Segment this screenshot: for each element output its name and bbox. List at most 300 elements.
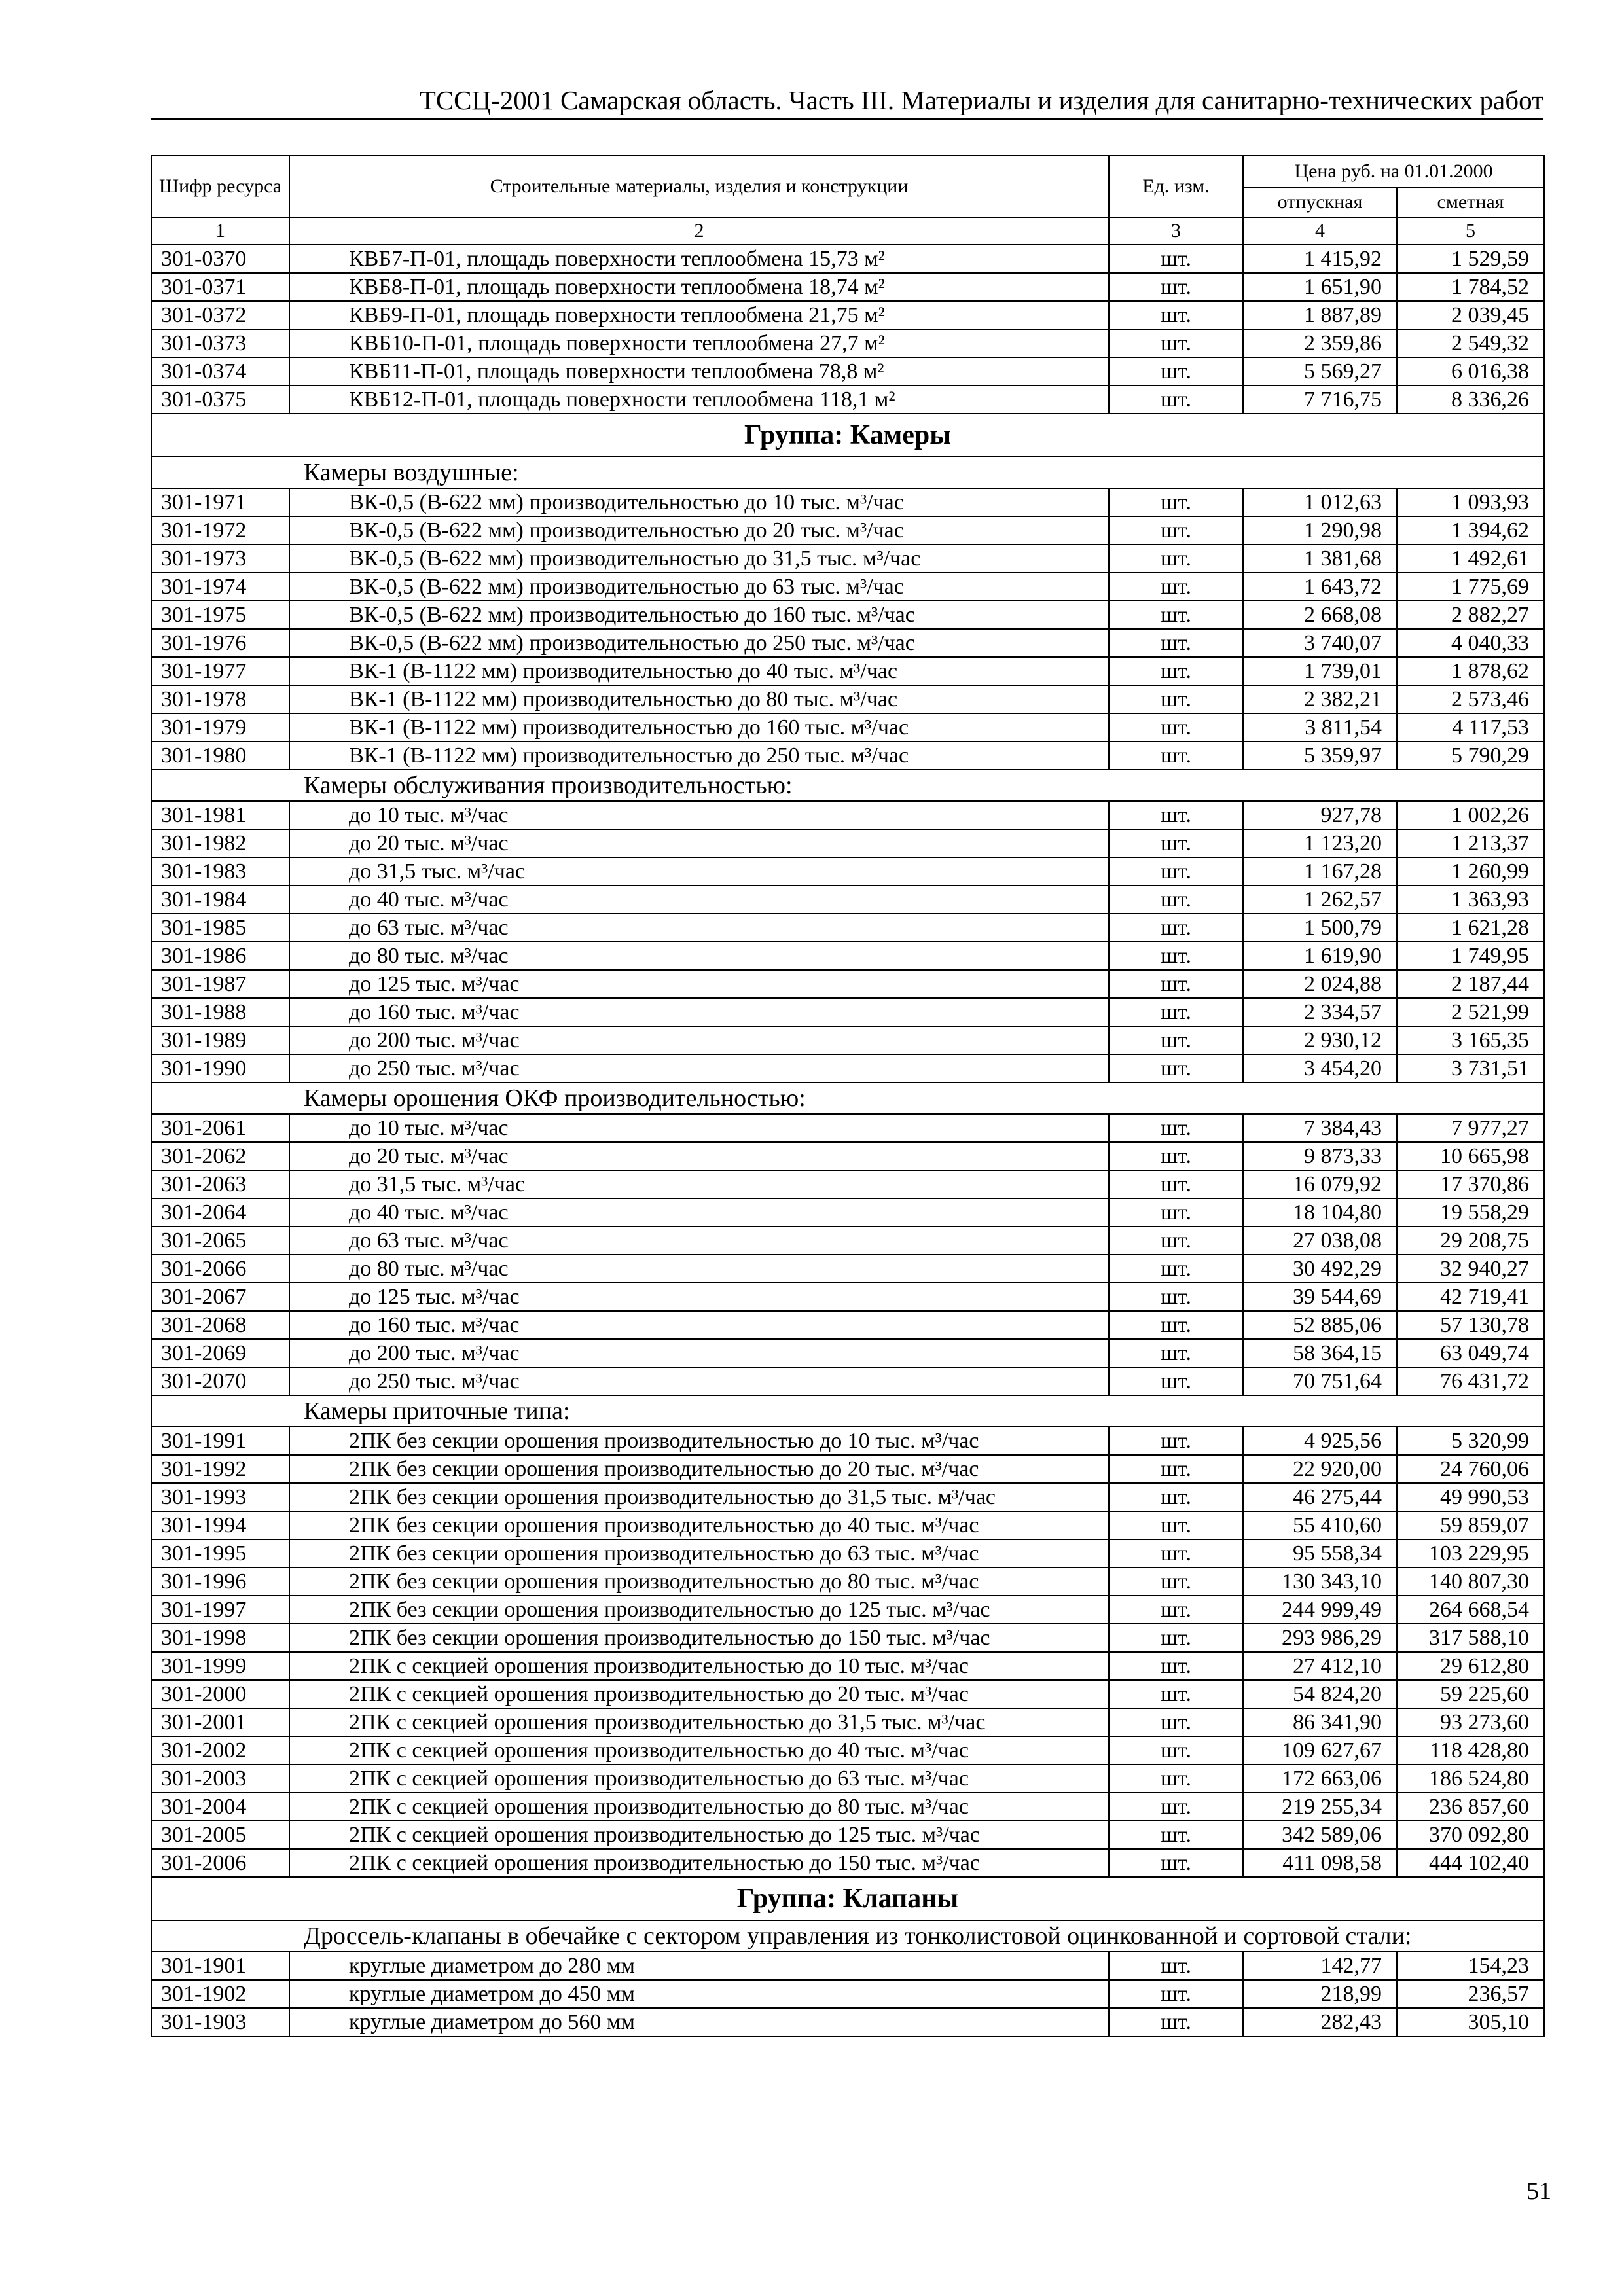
release-price-cell: 218,99: [1243, 1980, 1397, 2008]
table-row: [151, 942, 1544, 970]
resource-code-cell: 301-1997: [151, 1596, 289, 1624]
unit-cell: шт.: [1109, 516, 1243, 545]
release-price-cell: 52 885,06: [1243, 1311, 1397, 1339]
resource-code-cell: 301-1981: [151, 801, 289, 829]
unit-cell: шт.: [1109, 886, 1243, 914]
release-price-cell: 55 410,60: [1243, 1511, 1397, 1539]
item-name-cell: 2ПК с секцией орошения производительностью до 40 тыс. м³/час: [289, 1736, 1109, 1765]
release-price-cell: 7 716,75: [1243, 386, 1397, 414]
estimate-price-cell: 32 940,27: [1397, 1255, 1544, 1283]
release-price-cell: 1 262,57: [1243, 886, 1397, 914]
resource-code-cell: 301-0372: [151, 301, 289, 329]
group-heading-row: [151, 1877, 1544, 1920]
table-row: [151, 1793, 1544, 1821]
unit-cell: шт.: [1109, 1511, 1243, 1539]
column-number-4: 4: [1243, 217, 1397, 245]
release-price-cell: 70 751,64: [1243, 1367, 1397, 1395]
table-body: [151, 245, 1544, 2036]
subgroup-heading-row: [151, 1920, 1544, 1952]
estimate-price-cell: 29 612,80: [1397, 1652, 1544, 1680]
table-row: [151, 914, 1544, 942]
estimate-price-cell: 1 002,26: [1397, 801, 1544, 829]
estimate-price-cell: 370 092,80: [1397, 1821, 1544, 1849]
estimate-price-cell: 1 621,28: [1397, 914, 1544, 942]
unit-cell: шт.: [1109, 1849, 1243, 1877]
resource-code-cell: 301-2063: [151, 1170, 289, 1198]
resource-code-cell: 301-2070: [151, 1367, 289, 1395]
release-price-cell: 130 343,10: [1243, 1568, 1397, 1596]
subgroup-heading: Дроссель-клапаны в обечайке с сектором управления из тонколистовой оцинкованной и сортовой стали:: [151, 1920, 1544, 1952]
table-row: [151, 685, 1544, 713]
item-name-cell: КВБ8-П-01, площадь поверхности теплообмена 18,74 м²: [289, 273, 1109, 301]
item-name-cell: до 200 тыс. м³/час: [289, 1026, 1109, 1054]
table-row: [151, 1283, 1544, 1311]
estimate-price-cell: 19 558,29: [1397, 1198, 1544, 1227]
resource-code-cell: 301-2001: [151, 1708, 289, 1736]
unit-cell: шт.: [1109, 1980, 1243, 2008]
resource-code-cell: 301-2006: [151, 1849, 289, 1877]
resource-code-cell: 301-2002: [151, 1736, 289, 1765]
estimate-price-cell: 1 784,52: [1397, 273, 1544, 301]
resource-code-cell: 301-0371: [151, 273, 289, 301]
estimate-price-cell: 444 102,40: [1397, 1849, 1544, 1877]
item-name-cell: до 250 тыс. м³/час: [289, 1367, 1109, 1395]
release-price-cell: 293 986,29: [1243, 1624, 1397, 1652]
estimate-price-cell: 1 394,62: [1397, 516, 1544, 545]
table-row: [151, 273, 1544, 301]
resource-code-cell: 301-1988: [151, 998, 289, 1026]
unit-cell: шт.: [1109, 1339, 1243, 1367]
unit-cell: шт.: [1109, 829, 1243, 857]
estimate-price-cell: 305,10: [1397, 2008, 1544, 2036]
unit-cell: шт.: [1109, 1142, 1243, 1170]
table-row: [151, 1114, 1544, 1142]
table-row: [151, 1980, 1544, 2008]
resource-code-cell: 301-1974: [151, 573, 289, 601]
table-row: [151, 601, 1544, 629]
running-header: ТССЦ-2001 Самарская область. Часть III. Материалы и изделия для санитарно-технических работ: [419, 85, 1543, 115]
item-name-cell: ВК-1 (В-1122 мм) производительностью до 250 тыс. м³/час: [289, 742, 1109, 770]
estimate-price-cell: 236 857,60: [1397, 1793, 1544, 1821]
resource-code-cell: 301-2067: [151, 1283, 289, 1311]
table-row: [151, 1455, 1544, 1483]
item-name-cell: 2ПК без секции орошения производительностью до 125 тыс. м³/час: [289, 1596, 1109, 1624]
estimate-price-cell: 8 336,26: [1397, 386, 1544, 414]
unit-cell: шт.: [1109, 1821, 1243, 1849]
unit-cell: шт.: [1109, 857, 1243, 886]
item-name-cell: 2ПК без секции орошения производительностью до 20 тыс. м³/час: [289, 1455, 1109, 1483]
unit-cell: шт.: [1109, 573, 1243, 601]
estimate-price-cell: 103 229,95: [1397, 1539, 1544, 1568]
subgroup-heading: Камеры обслуживания производительностью:: [151, 770, 1544, 801]
resource-code-cell: 301-2000: [151, 1680, 289, 1708]
item-name-cell: 2ПК без секции орошения производительностью до 80 тыс. м³/час: [289, 1568, 1109, 1596]
release-price-cell: 2 334,57: [1243, 998, 1397, 1026]
item-name-cell: до 250 тыс. м³/час: [289, 1054, 1109, 1083]
item-name-cell: ВК-1 (В-1122 мм) производительностью до 80 тыс. м³/час: [289, 685, 1109, 713]
estimate-price-cell: 17 370,86: [1397, 1170, 1544, 1198]
table-row: [151, 329, 1544, 357]
unit-cell: шт.: [1109, 1708, 1243, 1736]
unit-cell: шт.: [1109, 273, 1243, 301]
estimate-price-cell: 7 977,27: [1397, 1114, 1544, 1142]
group-heading-row: [151, 414, 1544, 457]
release-price-cell: 142,77: [1243, 1952, 1397, 1980]
resource-code-cell: 301-2003: [151, 1765, 289, 1793]
item-name-cell: ВК-1 (В-1122 мм) производительностью до 160 тыс. м³/час: [289, 713, 1109, 742]
estimate-price-cell: 1 492,61: [1397, 545, 1544, 573]
unit-cell: шт.: [1109, 1026, 1243, 1054]
unit-cell: шт.: [1109, 1765, 1243, 1793]
estimate-price-cell: 63 049,74: [1397, 1339, 1544, 1367]
table-row: [151, 357, 1544, 386]
item-name-cell: до 20 тыс. м³/час: [289, 829, 1109, 857]
subgroup-heading: Камеры орошения ОКФ производительностью:: [151, 1083, 1544, 1114]
page-number: 51: [1526, 2178, 1551, 2205]
unit-cell: шт.: [1109, 685, 1243, 713]
item-name-cell: до 20 тыс. м³/час: [289, 1142, 1109, 1170]
column-unit-header: Ед. изм.: [1109, 156, 1243, 217]
table-row: [151, 545, 1544, 573]
table-row: [151, 1311, 1544, 1339]
item-name-cell: 2ПК с секцией орошения производительностью до 150 тыс. м³/час: [289, 1849, 1109, 1877]
subgroup-heading-row: [151, 1083, 1544, 1114]
release-price-cell: 3 740,07: [1243, 629, 1397, 657]
item-name-cell: до 125 тыс. м³/час: [289, 1283, 1109, 1311]
table-row: [151, 301, 1544, 329]
release-price-cell: 22 920,00: [1243, 1455, 1397, 1483]
unit-cell: шт.: [1109, 1680, 1243, 1708]
release-price-cell: 1 123,20: [1243, 829, 1397, 857]
unit-cell: шт.: [1109, 629, 1243, 657]
release-price-cell: 30 492,29: [1243, 1255, 1397, 1283]
estimate-price-cell: 42 719,41: [1397, 1283, 1544, 1311]
table-row: [151, 657, 1544, 685]
resource-code-cell: 301-1990: [151, 1054, 289, 1083]
estimate-price-cell: 57 130,78: [1397, 1311, 1544, 1339]
resource-code-cell: 301-1995: [151, 1539, 289, 1568]
subgroup-heading: Камеры воздушные:: [151, 457, 1544, 488]
estimate-price-cell: 317 588,10: [1397, 1624, 1544, 1652]
item-name-cell: до 40 тыс. м³/час: [289, 1198, 1109, 1227]
estimate-price-cell: 29 208,75: [1397, 1227, 1544, 1255]
estimate-price-cell: 1 213,37: [1397, 829, 1544, 857]
resource-code-cell: 301-1980: [151, 742, 289, 770]
resource-code-cell: 301-2065: [151, 1227, 289, 1255]
item-name-cell: 2ПК без секции орошения производительностью до 31,5 тыс. м³/час: [289, 1483, 1109, 1511]
unit-cell: шт.: [1109, 2008, 1243, 2036]
resource-code-cell: 301-1972: [151, 516, 289, 545]
estimate-price-cell: 49 990,53: [1397, 1483, 1544, 1511]
resource-code-cell: 301-1979: [151, 713, 289, 742]
resource-code-cell: 301-1991: [151, 1427, 289, 1455]
unit-cell: шт.: [1109, 329, 1243, 357]
estimate-price-cell: 4 117,53: [1397, 713, 1544, 742]
resource-code-cell: 301-1985: [151, 914, 289, 942]
item-name-cell: ВК-0,5 (В-622 мм) производительностью до 10 тыс. м³/час: [289, 488, 1109, 516]
subgroup-heading: Камеры приточные типа:: [151, 1395, 1544, 1427]
release-price-cell: 1 651,90: [1243, 273, 1397, 301]
unit-cell: шт.: [1109, 998, 1243, 1026]
resource-code-cell: 301-1975: [151, 601, 289, 629]
header-rule: [151, 118, 1543, 120]
table-row: [151, 829, 1544, 857]
table-row: [151, 1596, 1544, 1624]
estimate-price-cell: 24 760,06: [1397, 1455, 1544, 1483]
unit-cell: шт.: [1109, 1054, 1243, 1083]
resource-code-cell: 301-2068: [151, 1311, 289, 1339]
estimate-price-cell: 2 549,32: [1397, 329, 1544, 357]
table-row: [151, 1142, 1544, 1170]
table-row: [151, 1198, 1544, 1227]
release-price-cell: 5 359,97: [1243, 742, 1397, 770]
release-price-cell: 18 104,80: [1243, 1198, 1397, 1227]
unit-cell: шт.: [1109, 1539, 1243, 1568]
unit-cell: шт.: [1109, 1114, 1243, 1142]
release-price-cell: 1 643,72: [1243, 573, 1397, 601]
estimate-price-cell: 59 859,07: [1397, 1511, 1544, 1539]
resource-code-cell: 301-1996: [151, 1568, 289, 1596]
table-row: [151, 1026, 1544, 1054]
column-name-header: Строительные материалы, изделия и конструкции: [289, 156, 1109, 217]
estimate-price-cell: 5 790,29: [1397, 742, 1544, 770]
item-name-cell: до 80 тыс. м³/час: [289, 942, 1109, 970]
unit-cell: шт.: [1109, 1793, 1243, 1821]
resource-code-cell: 301-1993: [151, 1483, 289, 1511]
estimate-price-cell: 2 521,99: [1397, 998, 1544, 1026]
release-price-cell: 9 873,33: [1243, 1142, 1397, 1170]
item-name-cell: ВК-0,5 (В-622 мм) производительностью до 63 тыс. м³/час: [289, 573, 1109, 601]
release-price-cell: 1 381,68: [1243, 545, 1397, 573]
item-name-cell: КВБ7-П-01, площадь поверхности теплообмена 15,73 м²: [289, 245, 1109, 273]
estimate-price-cell: 6 016,38: [1397, 357, 1544, 386]
unit-cell: шт.: [1109, 601, 1243, 629]
unit-cell: шт.: [1109, 1227, 1243, 1255]
estimate-price-cell: 76 431,72: [1397, 1367, 1544, 1395]
item-name-cell: 2ПК с секцией орошения производительностью до 63 тыс. м³/час: [289, 1765, 1109, 1793]
table-row: [151, 1255, 1544, 1283]
resource-code-cell: 301-1971: [151, 488, 289, 516]
resource-code-cell: 301-1983: [151, 857, 289, 886]
table-row: [151, 1952, 1544, 1980]
table-row: [151, 1367, 1544, 1395]
item-name-cell: 2ПК без секции орошения производительностью до 63 тыс. м³/час: [289, 1539, 1109, 1568]
subgroup-heading-row: [151, 457, 1544, 488]
estimate-price-cell: 2 882,27: [1397, 601, 1544, 629]
item-name-cell: ВК-0,5 (В-622 мм) производительностью до 250 тыс. м³/час: [289, 629, 1109, 657]
table-row: [151, 516, 1544, 545]
unit-cell: шт.: [1109, 1427, 1243, 1455]
item-name-cell: до 31,5 тыс. м³/час: [289, 1170, 1109, 1198]
release-price-cell: 244 999,49: [1243, 1596, 1397, 1624]
estimate-price-cell: 154,23: [1397, 1952, 1544, 1980]
resource-code-cell: 301-1986: [151, 942, 289, 970]
table-row: [151, 970, 1544, 998]
resource-code-cell: 301-2004: [151, 1793, 289, 1821]
release-price-cell: 1 887,89: [1243, 301, 1397, 329]
resource-code-cell: 301-1977: [151, 657, 289, 685]
estimate-price-cell: 1 363,93: [1397, 886, 1544, 914]
release-price-cell: 1 167,28: [1243, 857, 1397, 886]
estimate-price-cell: 1 775,69: [1397, 573, 1544, 601]
unit-cell: шт.: [1109, 713, 1243, 742]
resource-code-cell: 301-1978: [151, 685, 289, 713]
release-price-cell: 54 824,20: [1243, 1680, 1397, 1708]
release-price-cell: 27 412,10: [1243, 1652, 1397, 1680]
resource-code-cell: 301-1987: [151, 970, 289, 998]
item-name-cell: до 63 тыс. м³/час: [289, 914, 1109, 942]
estimate-price-cell: 3 731,51: [1397, 1054, 1544, 1083]
subgroup-heading-row: [151, 770, 1544, 801]
subgroup-heading-row: [151, 1395, 1544, 1427]
release-price-cell: 219 255,34: [1243, 1793, 1397, 1821]
table-row: [151, 1821, 1544, 1849]
item-name-cell: до 160 тыс. м³/час: [289, 998, 1109, 1026]
table-row: [151, 1652, 1544, 1680]
unit-cell: шт.: [1109, 1952, 1243, 1980]
column-number-1: 1: [151, 217, 289, 245]
item-name-cell: ВК-0,5 (В-622 мм) производительностью до 20 тыс. м³/час: [289, 516, 1109, 545]
item-name-cell: ВК-0,5 (В-622 мм) производительностью до 160 тыс. м³/час: [289, 601, 1109, 629]
unit-cell: шт.: [1109, 1455, 1243, 1483]
resource-code-cell: 301-1999: [151, 1652, 289, 1680]
release-price-cell: 3 454,20: [1243, 1054, 1397, 1083]
item-name-cell: до 125 тыс. м³/час: [289, 970, 1109, 998]
release-price-cell: 4 925,56: [1243, 1427, 1397, 1455]
release-price-cell: 95 558,34: [1243, 1539, 1397, 1568]
release-price-cell: 2 930,12: [1243, 1026, 1397, 1054]
release-price-cell: 39 544,69: [1243, 1283, 1397, 1311]
release-price-cell: 7 384,43: [1243, 1114, 1397, 1142]
item-name-cell: круглые диаметром до 560 мм: [289, 2008, 1109, 2036]
resource-code-cell: 301-2061: [151, 1114, 289, 1142]
table-row: [151, 2008, 1544, 2036]
estimate-price-cell: 186 524,80: [1397, 1765, 1544, 1793]
estimate-price-cell: 118 428,80: [1397, 1736, 1544, 1765]
item-name-cell: до 31,5 тыс. м³/час: [289, 857, 1109, 886]
table-row: [151, 1483, 1544, 1511]
estimate-price-cell: 2 039,45: [1397, 301, 1544, 329]
resource-code-cell: 301-2064: [151, 1198, 289, 1227]
item-name-cell: КВБ11-П-01, площадь поверхности теплообмена 78,8 м²: [289, 357, 1109, 386]
item-name-cell: 2ПК с секцией орошения производительностью до 125 тыс. м³/час: [289, 1821, 1109, 1849]
group-heading: Группа: Клапаны: [151, 1877, 1544, 1920]
unit-cell: шт.: [1109, 1283, 1243, 1311]
estimate-price-cell: 1 878,62: [1397, 657, 1544, 685]
release-price-cell: 1 012,63: [1243, 488, 1397, 516]
estimate-price-cell: 2 187,44: [1397, 970, 1544, 998]
release-price-cell: 927,78: [1243, 801, 1397, 829]
item-name-cell: круглые диаметром до 450 мм: [289, 1980, 1109, 2008]
item-name-cell: 2ПК без секции орошения производительностью до 10 тыс. м³/час: [289, 1427, 1109, 1455]
resource-code-cell: 301-2066: [151, 1255, 289, 1283]
resource-code-cell: 301-0373: [151, 329, 289, 357]
unit-cell: шт.: [1109, 742, 1243, 770]
price-table: [151, 155, 1545, 2037]
estimate-price-cell: 59 225,60: [1397, 1680, 1544, 1708]
unit-cell: шт.: [1109, 386, 1243, 414]
table-row: [151, 1680, 1544, 1708]
release-price-cell: 2 359,86: [1243, 329, 1397, 357]
table-header: [151, 156, 1544, 245]
table-row: [151, 857, 1544, 886]
release-price-cell: 46 275,44: [1243, 1483, 1397, 1511]
resource-code-cell: 301-1984: [151, 886, 289, 914]
table-row: [151, 1227, 1544, 1255]
table-row: [151, 1708, 1544, 1736]
estimate-price-cell: 1 529,59: [1397, 245, 1544, 273]
unit-cell: шт.: [1109, 1624, 1243, 1652]
unit-cell: шт.: [1109, 942, 1243, 970]
release-price-cell: 1 500,79: [1243, 914, 1397, 942]
estimate-price-cell: 93 273,60: [1397, 1708, 1544, 1736]
item-name-cell: до 80 тыс. м³/час: [289, 1255, 1109, 1283]
table-row: [151, 886, 1544, 914]
estimate-price-cell: 2 573,46: [1397, 685, 1544, 713]
item-name-cell: 2ПК с секцией орошения производительностью до 10 тыс. м³/час: [289, 1652, 1109, 1680]
table-row: [151, 629, 1544, 657]
unit-cell: шт.: [1109, 1596, 1243, 1624]
resource-code-cell: 301-1989: [151, 1026, 289, 1054]
table-row: [151, 1539, 1544, 1568]
release-price-cell: 172 663,06: [1243, 1765, 1397, 1793]
table-row: [151, 1427, 1544, 1455]
resource-code-cell: 301-1903: [151, 2008, 289, 2036]
resource-code-cell: 301-1994: [151, 1511, 289, 1539]
table-row: [151, 1339, 1544, 1367]
resource-code-cell: 301-1998: [151, 1624, 289, 1652]
resource-code-cell: 301-0370: [151, 245, 289, 273]
item-name-cell: до 160 тыс. м³/час: [289, 1311, 1109, 1339]
resource-code-cell: 301-2062: [151, 1142, 289, 1170]
release-price-cell: 1 415,92: [1243, 245, 1397, 273]
item-name-cell: 2ПК с секцией орошения производительностью до 20 тыс. м³/час: [289, 1680, 1109, 1708]
estimate-price-cell: 1 749,95: [1397, 942, 1544, 970]
release-price-cell: 1 619,90: [1243, 942, 1397, 970]
column-estimate-header: сметная: [1397, 187, 1544, 217]
column-number-2: 2: [289, 217, 1109, 245]
estimate-price-cell: 264 668,54: [1397, 1596, 1544, 1624]
table-row: [151, 245, 1544, 273]
unit-cell: шт.: [1109, 1367, 1243, 1395]
table-row: [151, 1736, 1544, 1765]
unit-cell: шт.: [1109, 357, 1243, 386]
resource-code-cell: 301-2069: [151, 1339, 289, 1367]
unit-cell: шт.: [1109, 970, 1243, 998]
group-heading: Группа: Камеры: [151, 414, 1544, 457]
release-price-cell: 411 098,58: [1243, 1849, 1397, 1877]
resource-code-cell: 301-1992: [151, 1455, 289, 1483]
unit-cell: шт.: [1109, 1255, 1243, 1283]
item-name-cell: 2ПК без секции орошения производительностью до 150 тыс. м³/час: [289, 1624, 1109, 1652]
release-price-cell: 16 079,92: [1243, 1170, 1397, 1198]
unit-cell: шт.: [1109, 1170, 1243, 1198]
table-row: [151, 1170, 1544, 1198]
unit-cell: шт.: [1109, 545, 1243, 573]
table-row: [151, 801, 1544, 829]
release-price-cell: 2 668,08: [1243, 601, 1397, 629]
resource-code-cell: 301-1973: [151, 545, 289, 573]
item-name-cell: до 40 тыс. м³/час: [289, 886, 1109, 914]
estimate-price-cell: 10 665,98: [1397, 1142, 1544, 1170]
item-name-cell: КВБ12-П-01, площадь поверхности теплообмена 118,1 м²: [289, 386, 1109, 414]
release-price-cell: 86 341,90: [1243, 1708, 1397, 1736]
unit-cell: шт.: [1109, 1311, 1243, 1339]
release-price-cell: 342 589,06: [1243, 1821, 1397, 1849]
unit-cell: шт.: [1109, 1652, 1243, 1680]
table-row: [151, 1765, 1544, 1793]
unit-cell: шт.: [1109, 801, 1243, 829]
